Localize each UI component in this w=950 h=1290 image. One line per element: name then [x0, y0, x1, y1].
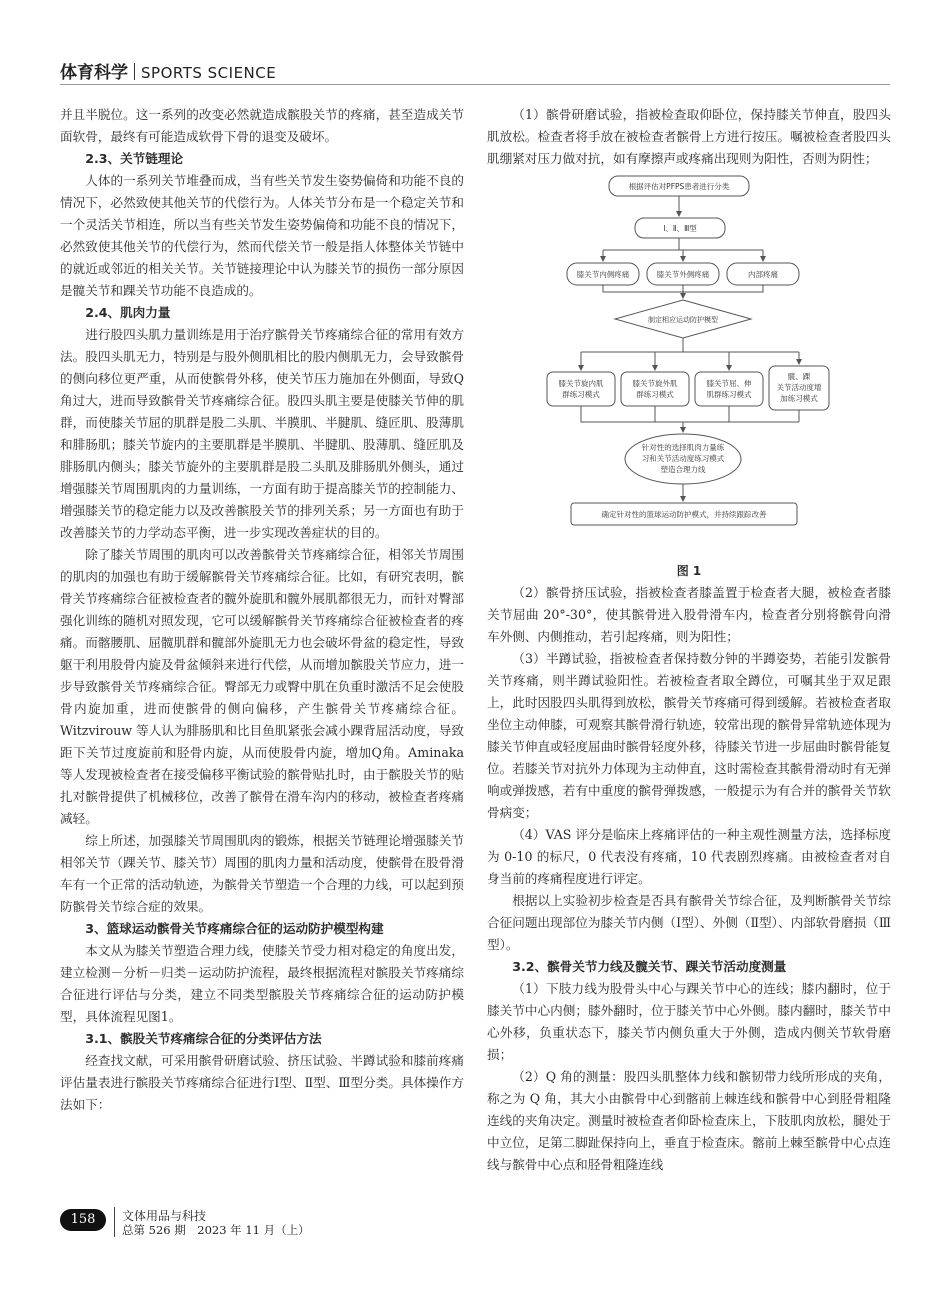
label-oval-2: 习和关节活动度练习模式: [641, 454, 725, 463]
label-oval-3: 塑造合理力线: [660, 465, 706, 474]
section-heading-3: 3、篮球运动髌骨关节疼痛综合征的运动防护模型构建: [85, 921, 384, 936]
journal-title-zh: 体育科学: [60, 63, 128, 83]
label-model-4b: 关节活动度增: [776, 383, 822, 392]
label-oval-1: 针对性的选择肌肉力量练: [641, 443, 725, 452]
footer-divider: [114, 1207, 115, 1237]
label-model-3a: 膝关节屈、伸: [706, 379, 752, 388]
footer-issue: 总第 526 期 2023 年 11 月（上）: [122, 1223, 310, 1237]
flowchart-figure: [487, 172, 891, 562]
section-heading-2-3: 2.3、关节链理论: [85, 151, 184, 166]
header-divider: [134, 63, 135, 80]
label-inner-pain: 膝关节内侧疼痛: [576, 270, 630, 279]
paragraph: （3）半蹲试验，指被检查者保持数分钟的半蹲姿势，若能引发髌骨关节疼痛，则半蹲试验阳性。若被检查者取全蹲位，可嘱其坐于双足跟上，此时因股四头肌得到放松，髌骨关节疼痛可得到缓解。若被检查者取坐位主动伸膝，可观察其髌骨滑行轨迹，较常出现的髌骨异常轨迹体现为膝关节伸直或轻度屈曲时髌骨轻度外移，待膝关节进一步屈曲时髌骨能复位。若膝关节对抗外力体现为主动伸直，这时需检查其髌骨滑动时有无弹响或弹拨感，若有中重度的髌骨弹拨感，一般提示为有合并的髌骨关节软骨病变；: [487, 651, 891, 820]
label-model-3b: 肌群练习模式: [706, 390, 752, 399]
paragraph: （1）下肢力线为股骨头中心与踝关节中心的连线；膝内翻时，位于膝关节中心内侧；膝外翻时，位于膝关节中心外侧。膝内翻时，膝关节中心外移，负重状态下，膝关节内侧负重大于外侧，造成内侧关节软骨磨损；: [487, 981, 891, 1062]
node-model-2: [621, 372, 689, 406]
label-model-4c: 加练习模式: [780, 394, 818, 403]
label-internal-pain: 内部疼痛: [748, 270, 778, 279]
label-classify: 根据评估对PFPS患者进行分类: [628, 182, 730, 191]
node-model-1: [547, 372, 615, 406]
paragraph: 除了膝关节周围的肌肉可以改善髌骨关节疼痛综合征，相邻关节周围的肌肉的加强也有助于缓解髌骨关节疼痛综合征。比如，有研究表明，髌骨关节疼痛综合征被检查者的髋外旋肌和髋外展肌都很无力，而针对臀部强化训练的随机对照发现，它可以缓解髌骨关节疼痛综合征被检查者的疼痛。而髂腰肌、屈髋肌群和髋部外旋肌无力也会破坏骨盆的稳定性，导致躯干利用股骨内旋及骨盆倾斜来进行代偿，从而增加髌股关节应力，进一步导致髌骨关节疼痛综合征。臀部无力或臀中肌在负重时激活不足会使股骨内旋加重，进而使髌骨的侧向偏移，产生髌骨关节疼痛综合征。Witzvirouw 等人认为腓肠肌和比目鱼肌紧张会减小踝背屈活动度，导致距下关节过度旋前和胫骨内旋，从而使股骨内旋，增加Q角。Aminaka 等人发现被检查者在接受偏移平衡试验的髌骨贴扎时，由于髌股关节的贴扎对髌骨提供了机械移位，改善了髌骨在滑车沟内的移动，被检查者疼痛减轻。: [60, 547, 464, 826]
section-heading-2-4: 2.4、肌肉力量: [85, 305, 171, 320]
paragraph: 本文从为膝关节塑造合理力线，使膝关节受力相对稳定的角度出发，建立检测－分析－归类－运动防护流程，最终根据流程对髌股关节疼痛综合征进行评估与分类，建立不同类型髌股关节疼痛综合征的运动防护模型，具体流程见图1。: [60, 943, 464, 1024]
left-column: [60, 104, 464, 1116]
label-model-1b: 群练习模式: [562, 390, 600, 399]
label-types: Ⅰ、Ⅱ、Ⅲ型: [663, 224, 697, 233]
running-header: [60, 58, 276, 83]
paragraph: 根据以上实验初步检查是否具有髌骨关节综合征，及判断髌骨关节综合征问题出现部位为膝关节内侧（Ⅰ型）、外侧（Ⅱ型）、内部软骨磨损（Ⅲ型）。: [487, 893, 891, 952]
header-rule: [60, 84, 890, 85]
paragraph: 进行股四头肌力量训练是用于治疗髌骨关节疼痛综合征的常用有效方法。股四头肌无力，特别是与股外侧肌相比的股内侧肌无力，会导致髌骨的侧向移位更严重，从而使髌骨外移，使关节压力施加在外侧面，导致Q角过大，进而导致髌骨关节疼痛综合征。股四头肌主要是使膝关节伸的肌群，而使膝关节屈的肌群是股二头肌、半膜肌、半腱肌、缝匠肌、股薄肌和腓肠肌；膝关节旋内的主要肌群是半膜肌、半腱肌、股薄肌、缝匠肌及腓肠肌内侧头；膝关节旋外的主要肌群是股二头肌及腓肠肌外侧头，通过增强膝关节周围肌肉的力量训练，一方面有助于提高膝关节的控制能力、增强膝关节的稳定能力以及改善髌股关节的排列关系；另一方面也有助于改善膝关节的力学动态平衡，进一步实现改善症状的目的。: [60, 327, 464, 540]
section-heading-3-1: 3.1、髌股关节疼痛综合征的分类评估方法: [85, 1031, 322, 1046]
paragraph: 并且半脱位。这一系列的改变必然就造成髌股关节的疼痛，甚至造成关节面软骨，最终有可能造成软骨下骨的退变及破坏。: [60, 107, 464, 144]
label-model-4a: 髋、踝: [787, 372, 811, 381]
label-model-2b: 群练习模式: [636, 390, 674, 399]
label-decision: 制定相应运动防护模型: [648, 316, 718, 324]
paragraph: （1）髌骨研磨试验，指被检查取仰卧位，保持膝关节伸直，股四头肌放松。检查者将手放在被检查者髌骨上方进行按压。嘱被检查者股四头肌绷紧对压力做对抗，如有摩擦声或疼痛出现则为阳性，否则为阴性；: [487, 107, 891, 166]
figure-caption: 图 1: [676, 564, 702, 578]
section-heading-3-2: 3.2、髌骨关节力线及髋关节、踝关节活动度测量: [512, 959, 787, 974]
paragraph: 经查找文献，可采用髌骨研磨试验、挤压试验、半蹲试验和膝前疼痛评估量表进行髌股关节疼痛综合征进行Ⅰ型、Ⅱ型、Ⅲ型分类。具体操作方法如下：: [60, 1053, 464, 1112]
label-model-2a: 膝关节旋外肌: [632, 379, 678, 388]
node-model-3: [695, 372, 763, 406]
label-outer-pain: 膝关节外侧疼痛: [656, 270, 710, 279]
paragraph: （2）Q 角的测量：股四头肌整体力线和髌韧带力线所形成的夹角，称之为 Q 角，其大小由髌骨中心到髂前上棘连线和髌骨中心到胫骨粗隆连线的夹角决定。测量时被检查者仰卧检查床上，下肢肌肉放松，腿处于中立位，足第二脚趾保持向上，垂直于检查床。髂前上棘至髌骨中心点连线与髌骨中心点和胫骨粗隆连线: [487, 1069, 891, 1172]
label-final: 确定针对性的篮球运动防护模式，并持续跟踪改善: [601, 510, 767, 519]
right-column: [487, 104, 891, 1176]
paragraph: （2）髌骨挤压试验，指被检查者膝盖置于检查者大腿，被检查者膝关节屈曲 20°-30°，使其髌骨进入股骨滑车内，检查者分别将髌骨向滑车外侧、内侧推动，若引起疼痛，则为阳性；: [487, 585, 891, 644]
page-number: 158: [60, 1209, 106, 1231]
label-model-1a: 膝关节旋内肌: [558, 379, 604, 388]
journal-title-en: SPORTS SCIENCE: [141, 64, 277, 82]
page-footer: [60, 1207, 890, 1247]
footer-journal: 文体用品与科技: [122, 1209, 207, 1223]
paragraph: 综上所述，加强膝关节周围肌肉的锻炼，根据关节链理论增强膝关节相邻关节（踝关节、膝关节）周围的肌肉力量和活动度，使髌骨在股骨滑车有一个正常的活动轨迹，为髌骨关节塑造一个合理的力线，可以起到预防髌骨关节综合症的效果。: [60, 833, 464, 914]
paragraph: （4）VAS 评分是临床上疼痛评估的一种主观性测量方法，选择标度为 0-10 的标尺，0 代表没有疼痛，10 代表剧烈疼痛。由被检查者对自身当前的疼痛程度进行评定。: [487, 827, 891, 886]
paragraph: 人体的一系列关节堆叠而成，当有些关节发生姿势偏倚和功能不良的情况下，必然致使其他关节的代偿行为。人体关节分布是一个稳定关节和一个灵活关节相连，所以当有些关节发生姿势偏倚和功能不良的情况下，必然致使其他关节的代偿行为，然而代偿关节一般是指人体整体关节链中的就近或邻近的相关关节。关节链接理论中认为膝关节的损伤一部分原因是髋关节和踝关节功能不良造成的。: [60, 173, 464, 298]
